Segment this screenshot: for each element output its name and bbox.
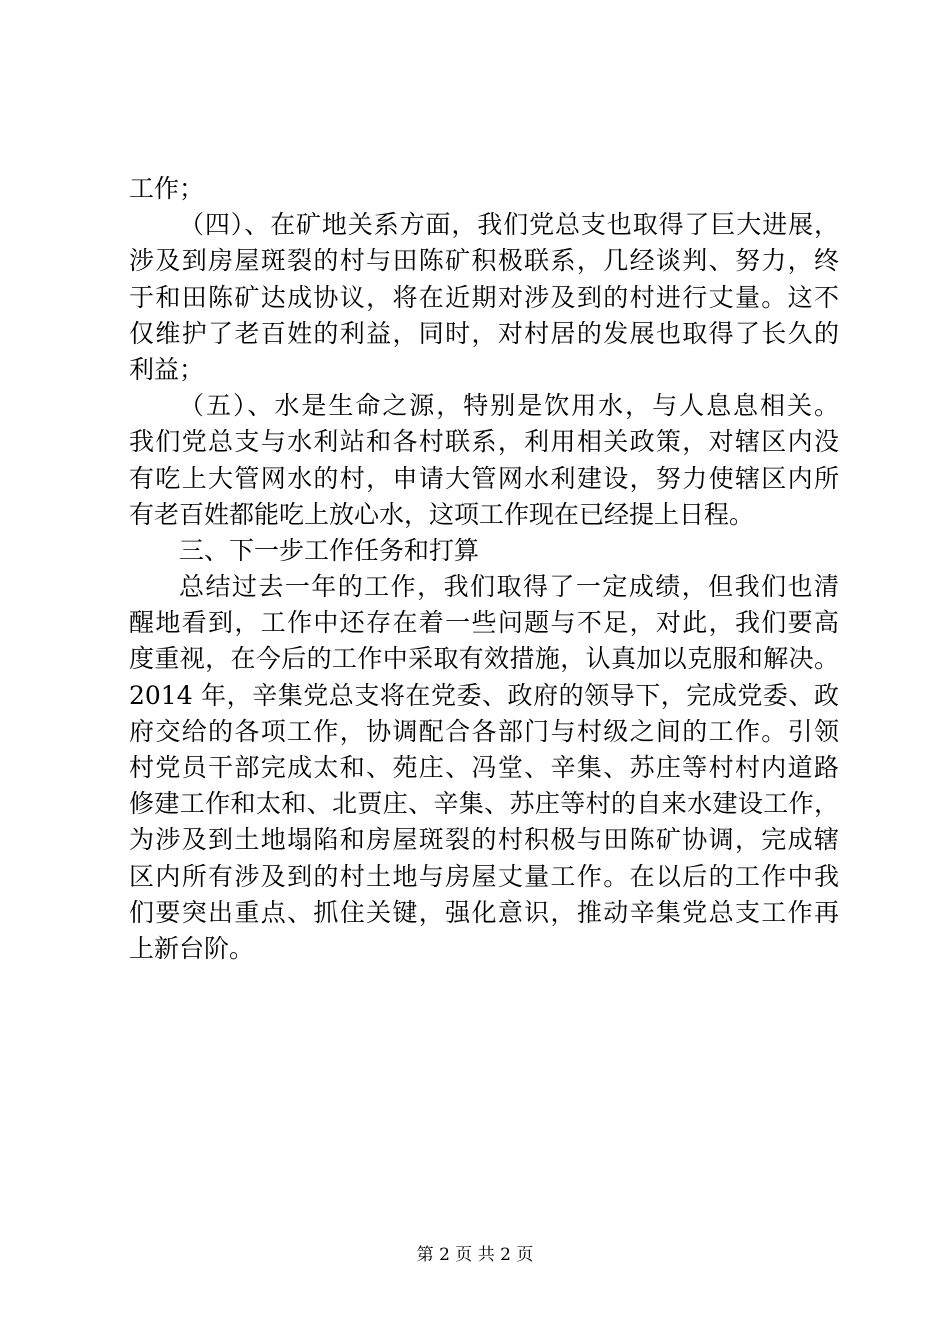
text-line: 为涉及到土地塌陷和房屋斑裂的村积极与田陈矿协调，完成辖 bbox=[129, 825, 839, 855]
text-line: 涉及到房屋斑裂的村与田陈矿积极联系，几经谈判、努力，终 bbox=[129, 246, 839, 276]
text-line: 仅维护了老百姓的利益，同时，对村居的发展也取得了长久的 bbox=[129, 318, 839, 348]
section-four-first-line: （四）、在矿地关系方面，我们党总支也取得了巨大进展， bbox=[179, 210, 839, 240]
text-line: 有老百姓都能吃上放心水，这项工作现在已经提上日程。 bbox=[129, 499, 755, 529]
section-heading: 三、下一步工作任务和打算 bbox=[179, 535, 480, 565]
text-line: 2014 年，辛集党总支将在党委、政府的领导下，完成党委、政 bbox=[129, 680, 839, 710]
section-five-first-line: （五）、水是生命之源，特别是饮用水，与人息息相关。 bbox=[179, 391, 839, 421]
text-line: 醒地看到，工作中还存在着一些问题与不足，对此，我们要高 bbox=[129, 608, 839, 638]
text-line: 度重视，在今后的工作中采取有效措施，认真加以克服和解决。 bbox=[129, 644, 839, 674]
summary-first-line: 总结过去一年的工作，我们取得了一定成绩，但我们也清 bbox=[179, 572, 839, 602]
text-line: 区内所有涉及到的村土地与房屋丈量工作。在以后的工作中我 bbox=[129, 861, 839, 891]
text-line: 于和田陈矿达成协议，将在近期对涉及到的村进行丈量。这不 bbox=[129, 282, 839, 312]
page-number-footer: 第 2 页 共 2 页 bbox=[416, 1245, 534, 1265]
text-line: 有吃上大管网水的村，申请大管网水利建设，努力使辖区内所 bbox=[129, 463, 839, 493]
text-line: 工作； bbox=[129, 174, 205, 203]
text-line: 府交给的各项工作，协调配合各部门与村级之间的工作。引领 bbox=[129, 716, 839, 746]
text-line: 修建工作和太和、北贾庄、辛集、苏庄等村的自来水建设工作， bbox=[129, 789, 839, 819]
text-line: 我们党总支与水利站和各村联系，利用相关政策，对辖区内没 bbox=[129, 427, 839, 457]
text-line: 上新台阶。 bbox=[129, 933, 255, 963]
document-body bbox=[129, 171, 839, 967]
text-line: 们要突出重点、抓住关键，强化意识，推动辛集党总支工作再 bbox=[129, 897, 839, 927]
text-line: 村党员干部完成太和、苑庄、冯堂、辛集、苏庄等村村内道路 bbox=[129, 753, 839, 782]
text-line: 利益； bbox=[129, 354, 205, 384]
